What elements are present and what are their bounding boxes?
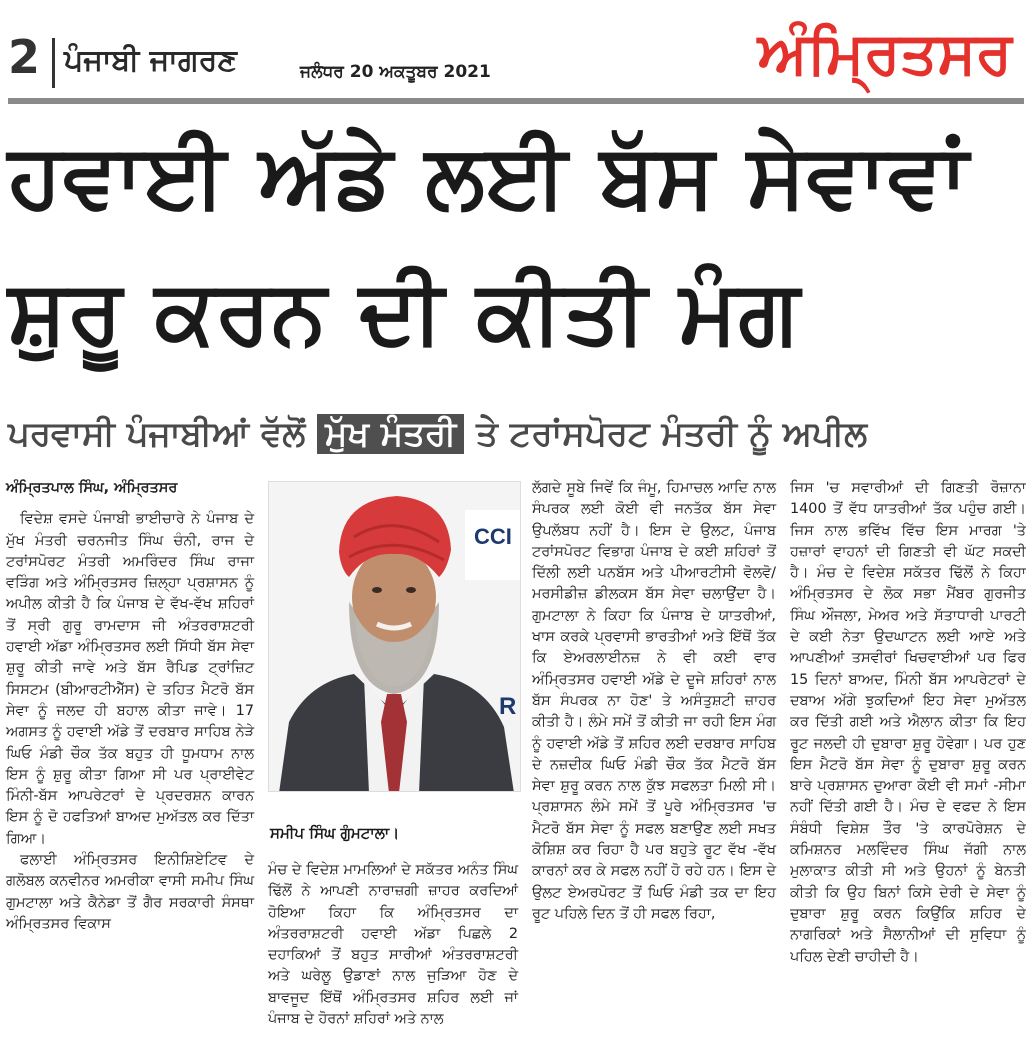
subheadline-part-2: ਤੇ ਟਰਾਂਸਪੋਰਟ ਮੰਤਰੀ ਨੂੰ ਅਪੀਲ bbox=[464, 414, 868, 454]
subheadline bbox=[8, 412, 867, 456]
article-column-1 bbox=[6, 478, 254, 935]
masthead bbox=[0, 0, 1032, 110]
byline: ਅੰਮ੍ਰਿਤਪਾਲ ਸਿੰਘ, ਅੰਮ੍ਰਿਤਸਰ bbox=[6, 480, 178, 496]
headline-line-2: ਸ਼ੁਰੂ ਕਰਨ ਦੀ ਕੀਤੀ ਮੰਗ bbox=[8, 260, 801, 363]
banner-logo-text-2: R bbox=[499, 693, 517, 720]
article-paragraph: ਮੰਚ ਦੇ ਵਿਦੇਸ਼ ਮਾਮਲਿਆਂ ਦੇ ਸਕੱਤਰ ਅਨੰਤ ਸਿੰਘ ਢਿੱਲੋਂ ਨੇ ਆਪਣੀ ਨਾਰਾਜ਼ਗੀ ਜ਼ਾਹਰ ਕਰਦਿਆਂ ਹੋਇਆ ਕਿਹਾ ਕਿ ਅੰਮ੍ਰਿਤਸਰ ਦਾ ਅੰਤਰਰਾਸ਼ਟਰੀ ਹਵਾਈ ਅੱਡਾ ਪਿਛਲੇ 2 ਦਹਾਕਿਆਂ ਤੋਂ ਬਹੁਤ ਸਾਰੀਆਂ ਅੰਤਰਰਾਸ਼ਟਰੀ ਅਤੇ ਘਰੇਲੂ ਉਡਾਣਾਂ ਨਾਲ ਜੁੜਿਆ ਹੋਣ ਦੇ ਬਾਵਜੂਦ ਇੱਥੋਂ ਅੰਮ੍ਰਿਤਸਰ ਸ਼ਹਿਰ ਲਈ ਜਾਂ ਪੰਜਾਬ ਦੇ ਹੋਰਨਾਂ ਸ਼ਹਿਰਾਂ ਅਤੇ ਨਾਲ bbox=[268, 862, 518, 1028]
subheadline-part-1: ਪਰਵਾਸੀ ਪੰਜਾਬੀਆਂ ਵੱਲੋਂ bbox=[8, 414, 318, 454]
article-paragraph: ਲੱਗਦੇ ਸੂਬੇ ਜਿਵੇਂ ਕਿ ਜੰਮੂ, ਹਿਮਾਚਲ ਆਦਿ ਨਾਲ ਸੰਪਰਕ ਲਈ ਕੋਈ ਵੀ ਜਨਤੱਕ ਬੱਸ ਸੇਵਾ ਉਪਲੱਬਧ ਨਹੀਂ ਹੈ। ਇਸ ਦੇ ਉਲਟ, ਪੰਜਾਬ ਟਰਾਂਸਪੋਰਟ ਵਿਭਾਗ ਪੰਜਾਬ ਦੇ ਕਈ ਸ਼ਹਿਰਾਂ ਤੋਂ ਦਿੱਲੀ ਲਈ ਪਨਬੱਸ ਅਤੇ ਪੀਆਰਟੀਸੀ ਵੋਲਵੋ/ਮਰਸੀਡੀਜ਼ ਡੀਲਕਸ ਬੱਸ ਸੇਵਾ ਚਲਾਉਂਦਾ ਹੈ। ਗੁਮਟਾਲਾ ਨੇ ਕਿਹਾ ਕਿ ਪੰਜਾਬ ਦੇ ਯਾਤਰੀਆਂ, ਖਾਸ ਕਰਕੇ ਪ੍ਰਵਾਸੀ ਭਾਰਤੀਆਂ ਅਤੇ ਇੱਥੋਂ ਤੱਕ ਕਿ ਏਅਰਲਾਈਨਜ਼ ਨੇ ਵੀ ਕਈ ਵਾਰ ਅੰਮ੍ਰਿਤਸਰ ਹਵਾਈ ਅੱਡੇ ਦੇ ਦੂਜੇ ਸ਼ਹਿਰਾਂ ਨਾਲ ਬੱਸ ਸੰਪਰਕ ਨਾ ਹੋਣ' ਤੇ ਅਸੰਤੁਸ਼ਟੀ ਜ਼ਾਹਰ ਕੀਤੀ ਹੈ। ਲੰਮੇ ਸਮੇਂ ਤੋਂ ਕੀਤੀ ਜਾ ਰਹੀ ਇਸ ਮੰਗ ਨੂੰ ਹਵਾਈ ਅੱਡੇ ਤੋਂ ਸ਼ਹਿਰ ਲਈ ਦਰਬਾਰ ਸਾਹਿਬ ਦੇ ਨਜ਼ਦੀਕ ਘਿਓ ਮੰਡੀ ਚੌਕ ਤੱਕ ਮੈਟਰੋ ਬੱਸ ਸੇਵਾ ਸ਼ੁਰੂ ਕਰਨ ਨਾਲ ਕੁੱਝ ਸਫਲਤਾ ਮਿਲੀ ਸੀ। ਪ੍ਰਸ਼ਾਸਨ ਲੰਮੇ ਸਮੇਂ ਤੋਂ ਪੂਰੇ ਅੰਮ੍ਰਿਤਸਰ 'ਚ ਮੈਟਰੋ ਬੱਸ ਸੇਵਾ ਨੂੰ ਸਫਲ ਬਣਾਉਣ ਲਈ ਸਖਤ ਕੋਸ਼ਿਸ਼ ਕਰ ਰਿਹਾ ਹੈ ਪਰ ਬਹੁਤੇ ਰੂਟ ਵੱਖ -ਵੱਖ ਕਾਰਨਾਂ ਕਰ ਕੇ ਸਫਲ ਨਹੀਂ ਹੋ ਰਹੇ ਹਨ। ਇਸ ਦੇ ਉਲਟ ਏਅਰਪੋਰਟ ਤੋਂ ਘਿਓ ਮੰਡੀ ਤਕ ਦਾ ਇਹ ਰੂਟ ਪਹਿਲੇ ਦਿਨ ਤੋਂ ਹੀ ਸਫਲ ਰਿਹਾ, bbox=[532, 480, 776, 922]
photo-caption: ਸਮੀਪ ਸਿੰਘ ਗੁੰਮਟਾਲਾ। bbox=[270, 824, 400, 842]
article-column-4 bbox=[790, 478, 1026, 968]
newspaper-logo: ਪੰਜਾਬੀ ਜਾਗਰਣ bbox=[64, 43, 237, 78]
subheadline-highlight: ਮੁੱਖ ਮੰਤਰੀ bbox=[317, 414, 464, 454]
edition-dateline: ਜਲੰਧਰ 20 ਅਕਤੂਬਰ 2021 bbox=[300, 62, 491, 82]
banner-logo-text: CCI bbox=[474, 524, 512, 549]
masthead-separator bbox=[52, 38, 55, 88]
portrait-photo bbox=[268, 481, 521, 792]
portrait-illustration bbox=[269, 482, 521, 792]
article-column-3 bbox=[532, 478, 776, 925]
page-number: 2 bbox=[8, 30, 41, 84]
article-paragraph: ਜਿਸ 'ਚ ਸਵਾਰੀਆਂ ਦੀ ਗਿਣਤੀ ਰੋਜ਼ਾਨਾ 1400 ਤੋਂ ਵੱਧ ਯਾਤਰੀਆਂ ਤੱਕ ਪਹੁੰਚ ਗਈ। ਜਿਸ ਨਾਲ ਭਵਿੱਖ ਵਿੱਚ ਇਸ ਮਾਰਗ 'ਤੇ ਹਜ਼ਾਰਾਂ ਵਾਹਨਾਂ ਦੀ ਗਿਣਤੀ ਵੀ ਘੱਟ ਸਕਦੀ ਹੈ। ਮੰਚ ਦੇ ਵਿਦੇਸ਼ ਸਕੱਤਰ ਢਿੱਲੋਂ ਨੇ ਕਿਹਾ ਅੰਮ੍ਰਿਤਸਰ ਦੇ ਲੋਕ ਸਭਾ ਮੈਂਬਰ ਗੁਰਜੀਤ ਸਿੰਘ ਔਜਲਾ, ਮੇਅਰ ਅਤੇ ਸੱਤਾਧਾਰੀ ਪਾਰਟੀ ਦੇ ਕਈ ਨੇਤਾ ਉਦਘਾਟਨ ਲਈ ਆਏ ਅਤੇ ਆਪਣੀਆਂ ਤਸਵੀਰਾਂ ਖਿਚਵਾਈਆਂ ਪਰ ਫਿਰ 15 ਦਿਨਾਂ ਬਾਅਦ, ਮਿੰਨੀ ਬੱਸ ਆਪਰੇਟਰਾਂ ਦੇ ਦਬਾਅ ਅੱਗੇ ਝੁਕਦਿਆਂ ਇਹ ਸੇਵਾ ਮੁਅੱਤਲ ਕਰ ਦਿੱਤੀ ਗਈ ਅਤੇ ਐਲਾਨ ਕੀਤਾ ਕਿ ਇਹ ਰੂਟ ਜਲਦੀ ਹੀ ਦੁਬਾਰਾ ਸ਼ੁਰੂ ਹੋਵੇਗਾ। ਪਰ ਹੁਣ ਇਸ ਮੈਟਰੋ ਬੱਸ ਸੇਵਾ ਨੂੰ ਦੁਬਾਰਾ ਸ਼ੁਰੂ ਕਰਨ ਬਾਰੇ ਪ੍ਰਸ਼ਾਸਨ ਦੁਆਰਾ ਕੋਈ ਵੀ ਸਮਾਂ -ਸੀਮਾ ਨਹੀਂ ਦਿੱਤੀ ਗਈ ਹੈ। ਮੰਚ ਦੇ ਵਫਦ ਨੇ ਇਸ ਸੰਬੰਧੀ ਵਿਸ਼ੇਸ਼ ਤੌਰ 'ਤੇ ਕਾਰਪੋਰੇਸ਼ਨ ਦੇ ਕਮਿਸ਼ਨਰ ਮਲਵਿੰਦਰ ਸਿੰਘ ਜੱਗੀ ਨਾਲ ਮੁਲਾਕਾਤ ਕੀਤੀ ਸੀ ਅਤੇ ਉਹਨਾਂ ਨੂੰ ਬੇਨਤੀ ਕੀਤੀ ਕਿ ਉਹ ਬਿਨਾਂ ਕਿਸੇ ਦੇਰੀ ਦੇ ਸੇਵਾ ਨੂੰ ਦੁਬਾਰਾ ਸ਼ੁਰੂ ਕਰਨ ਕਿਉਂਕਿ ਸ਼ਹਿਰ ਦੇ ਨਾਗਰਿਕਾਂ ਅਤੇ ਸੈਲਾਨੀਆਂ ਦੀ ਸੁਵਿਧਾ ਨੂੰ ਪਹਿਲ ਦੇਣੀ ਚਾਹੀਦੀ ਹੈ। bbox=[790, 480, 1026, 965]
headline-line-1: ਹਵਾਈ ਅੱਡੇ ਲਈ ਬੱਸ ਸੇਵਾਵਾਂ bbox=[8, 124, 969, 227]
article-column-2 bbox=[268, 860, 518, 1030]
city-section-title: ਅੰਮ੍ਰਿਤਸਰ bbox=[757, 19, 1012, 87]
masthead-rule bbox=[8, 98, 1024, 104]
article-paragraph: ਫਲਾਈ ਅੰਮ੍ਰਿਤਸਰ ਇਨੀਸ਼ਿਏਟਿਵ ਦੇ ਗਲੋਬਲ ਕਨਵੀਨਰ ਅਮਰੀਕਾ ਵਾਸੀ ਸਮੀਪ ਸਿੰਘ ਗੁਮਟਾਲਾ ਅਤੇ ਕੈਨੇਡਾ ਤੋਂ ਗੈਰ ਸਰਕਾਰੀ ਸੰਸਥਾ ਅੰਮ੍ਰਿਤਸਰ ਵਿਕਾਸ bbox=[6, 852, 254, 932]
article-paragraph: ਵਿਦੇਸ਼ ਵਸਦੇ ਪੰਜਾਬੀ ਭਾਈਚਾਰੇ ਨੇ ਪੰਜਾਬ ਦੇ ਮੁੱਖ ਮੰਤਰੀ ਚਰਨਜੀਤ ਸਿੰਘ ਚੰਨੀ, ਰਾਜ ਦੇ ਟਰਾਂਸਪੋਰਟ ਮੰਤਰੀ ਅਮਰਿੰਦਰ ਸਿੰਘ ਰਾਜਾ ਵੜਿੰਗ ਅਤੇ ਅੰਮ੍ਰਿਤਸਰ ਜ਼ਿਲ੍ਹਾ ਪ੍ਰਸ਼ਾਸਨ ਨੂੰ ਅਪੀਲ ਕੀਤੀ ਹੈ ਕਿ ਪੰਜਾਬ ਦੇ ਵੱਖ-ਵੱਖ ਸ਼ਹਿਰਾਂ ਤੋਂ ਸ੍ਰੀ ਗੁਰੂ ਰਾਮਦਾਸ ਜੀ ਅੰਤਰਰਾਸ਼ਟਰੀ ਹਵਾਈ ਅੱਡਾ ਅੰਮ੍ਰਿਤਸਰ ਲਈ ਸਿੱਧੀ ਬੱਸ ਸੇਵਾ ਸ਼ੁਰੂ ਕੀਤੀ ਜਾਵੇ ਅਤੇ ਬੱਸ ਰੈਪਿਡ ਟ੍ਰਾਂਜ਼ਿਟ ਸਿਸਟਮ (ਬੀਆਰਟੀਐੱਸ) ਦੇ ਤਹਿਤ ਮੈਟਰੋ ਬੱਸ ਸੇਵਾ ਨੂੰ ਜਲਦ ਹੀ ਬਹਾਲ ਕੀਤਾ ਜਾਵੇ। 17 ਅਗਸਤ ਨੂੰ ਹਵਾਈ ਅੱਡੇ ਤੋਂ ਦਰਬਾਰ ਸਾਹਿਬ ਨੇੜੇ ਘਿਓ ਮੰਡੀ ਚੌਕ ਤੱਕ ਬਹੁਤ ਹੀ ਧੂਮਧਾਮ ਨਾਲ ਇਸ ਨੂੰ ਸ਼ੁਰੂ ਕੀਤਾ ਗਿਆ ਸੀ ਪਰ ਪ੍ਰਾਈਵੇਟ ਮਿੰਨੀ-ਬੱਸ ਆਪਰੇਟਰਾਂ ਦੇ ਪ੍ਰਦਰਸ਼ਨ ਕਾਰਨ ਇਸ ਨੂੰ ਦੋ ਹਫਤਿਆਂ ਬਾਅਦ ਮੁਅੱਤਲ ਕਰ ਦਿੱਤਾ ਗਿਆ। bbox=[6, 511, 254, 847]
